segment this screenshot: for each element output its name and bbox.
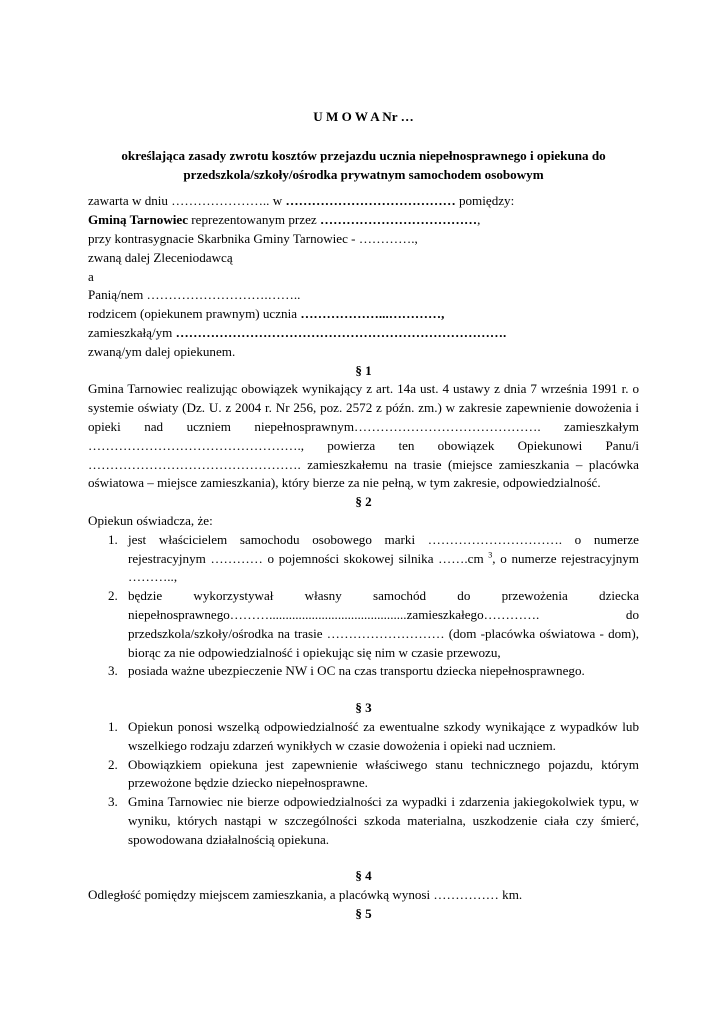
- between-label: pomiędzy:: [455, 193, 515, 209]
- and-line: a: [88, 268, 94, 284]
- residence-line: [88, 324, 639, 343]
- section-4-text: Odległość pomiędzy miejscem zamieszkania, a placówką wynosi …………… km.: [88, 887, 523, 903]
- item-text: Obowiązkiem opiekuna jest zapewnienie właściwego stanu technicznego pojazdu, którym przewożone będzie dziecko niepełnosprawne.: [128, 756, 639, 791]
- residence-label: zamieszkałą/ym: [88, 324, 176, 340]
- list-item: [88, 662, 639, 681]
- section-1-heading: § 1: [355, 362, 372, 378]
- place-blank: …………………………………: [285, 193, 456, 209]
- list-item: [88, 756, 639, 794]
- student-blank: ………………...…………,: [300, 306, 445, 322]
- superscript: 3: [488, 550, 493, 560]
- item-number: 1.: [108, 718, 118, 734]
- item-number: 3.: [108, 663, 118, 679]
- item-text: będzie wykorzystywał własny samochód do przewożenia dziecka niepełnosprawnego………..........................................zamieszkałego…………. do przedszkola/szkoły/ośrodka na trasie ……………………… (dom -placówka oświatowa - dom), biorąc za nie odpowiedzialność i opiekując się nim w czasie przewozu,: [128, 588, 639, 660]
- municipality-name: Gminą Tarnowiec: [88, 212, 189, 228]
- list-item: [88, 718, 639, 756]
- item-number: 2.: [108, 588, 118, 604]
- section-2-heading: § 2: [355, 494, 372, 510]
- contract-title: U M O W A Nr …: [313, 109, 414, 124]
- contract-body: [88, 108, 639, 924]
- item-number: 2.: [108, 756, 118, 772]
- guardian-line: zwaną/ym dalej opiekunem.: [88, 343, 236, 359]
- item-text: posiada ważne ubezpieczenie NW i OC na czas transportu dziecka niepełnosprawnego.: [128, 663, 585, 679]
- date-label: zawarta w dniu ………………….. w: [88, 193, 286, 209]
- item-text: Opiekun ponosi wszelką odpowiedzialność za ewentualne szkody wynikające z wypadków lub wszelkiego rodzaju zdarzeń wynikłych w czasie dowożenia i opieki nad uczniem.: [128, 718, 639, 753]
- principal-line: zwaną dalej Zleceniodawcą: [88, 249, 233, 265]
- list-item: [88, 531, 639, 587]
- item-number: 3.: [108, 794, 118, 810]
- section-3-heading: § 3: [355, 700, 372, 716]
- list-item: [88, 587, 639, 662]
- parent-label: rodzicem (opiekunem prawnym) ucznia: [88, 306, 301, 322]
- section-5-heading: § 5: [355, 906, 372, 922]
- item-number: 1.: [108, 531, 118, 547]
- treasurer-line: przy kontrasygnacie Skarbnika Gminy Tarnowiec - ………….,: [88, 230, 418, 246]
- section-3-list: [88, 718, 639, 850]
- parent-line: [88, 305, 639, 324]
- section-2-intro: Opiekun oświadcza, że:: [88, 512, 213, 528]
- item-text-cont: , o numerze rejestracyjnym ………..,: [128, 550, 639, 585]
- list-item: [88, 793, 639, 849]
- guardian-name-line: Panią/nem ……………………….……..: [88, 287, 301, 303]
- residence-blank: ………………………………………………………………….: [175, 324, 507, 340]
- represented-label: reprezentowanym przez: [188, 212, 320, 228]
- comma: ,: [477, 212, 481, 228]
- section-1-text: Gmina Tarnowiec realizując obowiązek wynikający z art. 14a ust. 4 ustawy z dnia 7 września 1991 r. o systemie oświaty (Dz. U. z 2004 r. Nr 256, poz. 2572 z późn. zm.) w zakresie zapewnienie dowożenia i opieki nad uczniem niepełnosprawnym……………………………………. zamieszkałym …………………………………………., powierza ten obowiązek Opiekunowi Panu/i …………………………………………. zamieszkałemu na trasie (miejsce zamieszkania – placówka oświatowa – miejsce zamieszkania), który bierze za nie pełną, w tym zakresie, odpowiedzialność.: [88, 381, 639, 491]
- section-2-list: [88, 531, 639, 681]
- section-4-heading: § 4: [355, 868, 372, 884]
- contract-subtitle: określająca zasady zwrotu kosztów przejazdu ucznia niepełnosprawnego i opiekuna do przedszkola/szkoły/ośrodka prywatnym samochodem osobowym: [121, 147, 606, 182]
- item-text: Gmina Tarnowiec nie bierze odpowiedzialności za wypadki i zdarzenia jakiegokolwiek typu, w wyniku, których nastąpi w szczególności szkoda materialna, uszkodzenie ciała czy śmierć, spowodowana działalnością opiekuna.: [128, 794, 639, 847]
- contract-date-line: [88, 192, 639, 211]
- representative-blank: ………………………………: [320, 212, 478, 228]
- municipality-line: [88, 211, 639, 230]
- parties-block: [88, 192, 639, 361]
- item-text: jest właścicielem samochodu osobowego marki …………………………. o numerze rejestracyjnym ………… o pojemności skokowej silnika …….cm: [128, 531, 639, 566]
